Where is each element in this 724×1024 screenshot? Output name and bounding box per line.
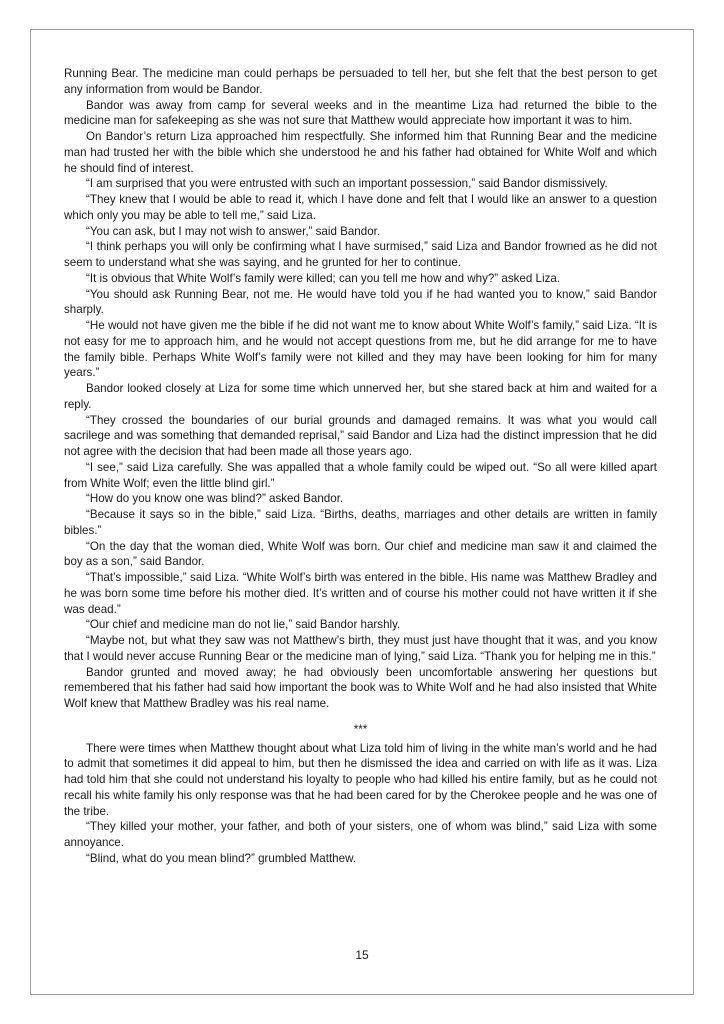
body-text (64, 66, 657, 867)
paragraph: “It is obvious that White Wolf’s family were killed; can you tell me how and why?” asked Liza. (86, 271, 561, 285)
paragraph: “How do you know one was blind?” asked Bandor. (86, 492, 344, 506)
section-separator: *** (353, 722, 368, 736)
paragraph: “You should ask Running Bear, not me. He would have told you if he had wanted you to know,” said Bandor sharply. (64, 287, 657, 317)
paragraph: “They killed your mother, your father, and both of your sisters, one of whom was blind,” said Liza with some annoyance. (64, 820, 657, 849)
paragraph: “I think perhaps you will only be confirming what I have surmised,” said Liza and Bandor frowned as he did not seem to understand what she was saying, and he grunted for her to continue. (64, 240, 657, 269)
page-number: 15 (355, 948, 369, 962)
paragraph: “Maybe not, but what they saw was not Matthew’s birth, they must just have thought that it was, and you know that I would never accuse Running Bear or the medicine man of lying,” said Liza. “Thank you for helping me in this.” (64, 634, 657, 663)
paragraph: “I see,” said Liza carefully. She was appalled that a whole family could be wiped out. “So all were killed apart from White Wolf; even the little blind girl.” (64, 460, 657, 490)
paragraph: On Bandor’s return Liza approached him respectfully. She informed him that Running Bear and the medicine man had trusted her with the bible which she understood he and his father had obtained for White Wolf and which he should find of interest. (64, 130, 657, 175)
paragraph: “He would not have given me the bible if he did not want me to know about White Wolf’s family,” said Liza. “It is not easy for me to approach him, and he would not accept questions from me, but he did arrange for me to have the family bible. Perhaps White Wolf’s family were not killed and they may have been looking for him for many years.” (64, 319, 657, 380)
paragraph: There were times when Matthew thought about what Liza told him of living in the white man’s world and he had to admit that sometimes it did appeal to him, but then he dismissed the idea and carried on with life as it was. Liza had told him that she could not understand his loyalty to people who had killed his entire family, but as he could not recall his white family his only response was that he had been cared for by the Cherokee people and he was one of the tribe. (64, 741, 657, 818)
paragraph: Bandor looked closely at Liza for some time which unnerved her, but she stared back at him and waited for a reply. (64, 382, 657, 411)
paragraph: Bandor was away from camp for several weeks and in the meantime Liza had returned the bible to the medicine man for safekeeping as she was not sure that Matthew would appreciate how important it was to him. (64, 98, 657, 128)
paragraph: “They knew that I would be able to read it, which I have done and felt that I would like an answer to a question which only you may be able to tell me,” said Liza. (64, 193, 657, 222)
paragraph: “Because it says so in the bible,” said Liza. “Births, deaths, marriages and other details are written in family bibles.” (64, 508, 657, 537)
paragraph: “I am surprised that you were entrusted with such an important possession,” said Bandor dismissively. (86, 177, 608, 191)
paragraph: Bandor grunted and moved away; he had obviously been uncomfortable answering her questions but remembered that his father had said how important the book was to White Wolf and he had also insisted that White Wolf knew that Matthew Bradley was his real name. (64, 665, 657, 710)
paragraph: “Our chief and medicine man do not lie,” said Bandor harshly. (86, 618, 401, 632)
paragraph: Running Bear. The medicine man could perhaps be persuaded to tell her, but she felt that the best person to get any information from would be Bandor. (64, 67, 657, 96)
paragraph: “That’s impossible,” said Liza. “White Wolf’s birth was entered in the bible. His name was Matthew Bradley and he was born some time before his mother died. It’s written and of course his mother could not have written it if she was dead.” (64, 571, 657, 616)
paragraph: “Blind, what do you mean blind?” grumbled Matthew. (86, 851, 357, 865)
paragraph: “They crossed the boundaries of our burial grounds and damaged remains. It was what you would call sacrilege and was something that demanded reprisal,” said Bandor and Liza had the distinct impression that he did not agree with the decision that had been made all those years ago. (64, 413, 657, 458)
paragraph: “On the day that the woman died, White Wolf was born. Our chief and medicine man saw it and claimed the boy as a son,” said Bandor. (64, 539, 657, 569)
paragraph: “You can ask, but I may not wish to answer,” said Bandor. (86, 224, 381, 238)
